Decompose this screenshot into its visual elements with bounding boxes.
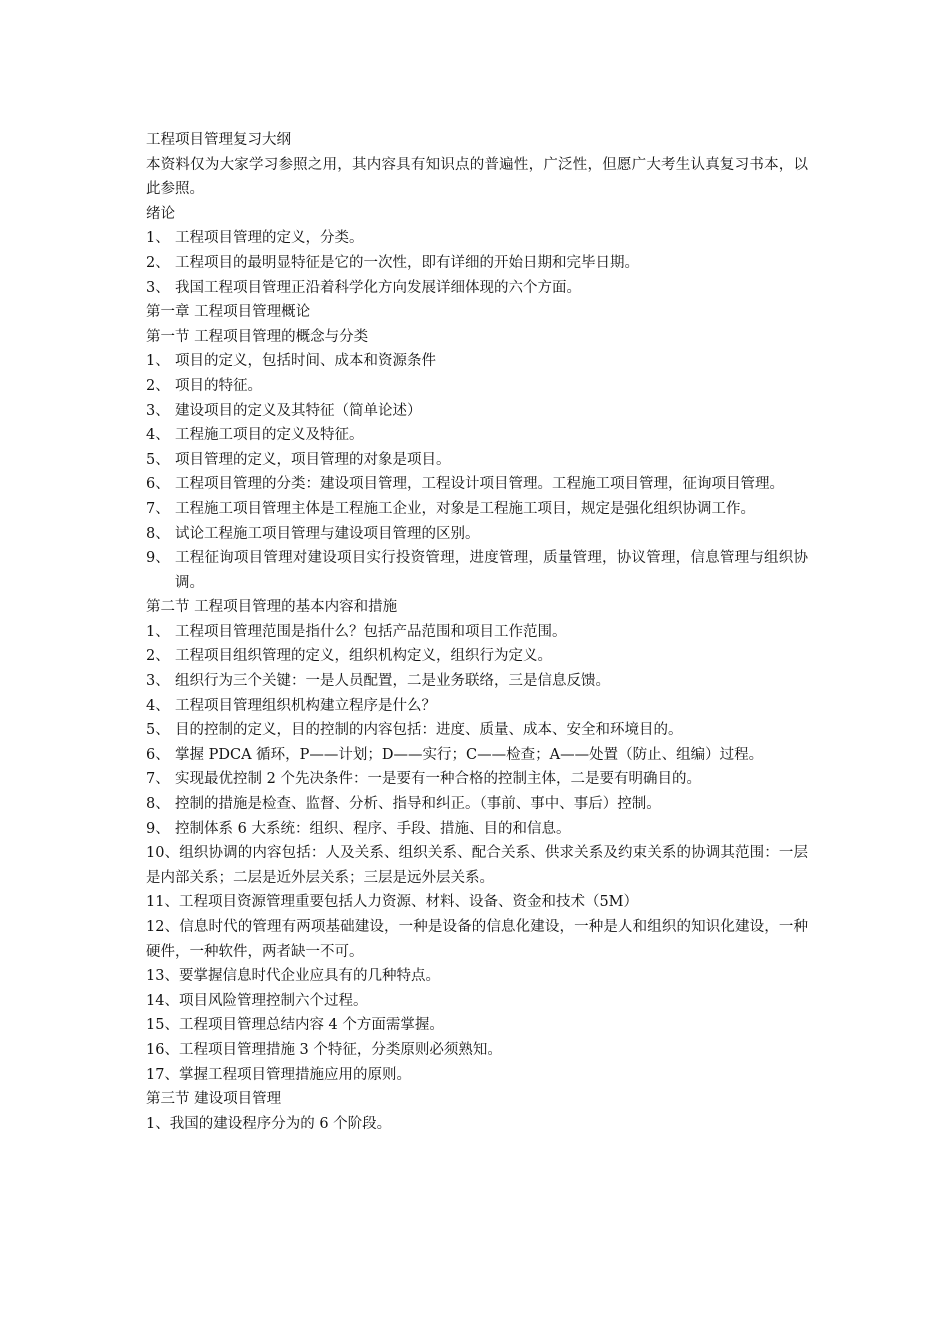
list-item (146, 399, 808, 424)
item-text: 掌握 PDCA 循环，P——计划；D——实行；C——检查；A——处置（防止、组编）过程。 (175, 746, 764, 763)
list-paragraph: 17、掌握工程项目管理措施应用的原则。 (146, 1066, 411, 1083)
item-text: 工程项目管理的分类：建设项目管理，工程设计项目管理。工程施工项目管理，征询项目管理。 (175, 476, 784, 493)
list-item (146, 669, 808, 694)
item-number: 2、 (146, 377, 170, 394)
item-number: 7、 (146, 771, 170, 788)
item-text: 试论工程施工项目管理与建设项目管理的区别。 (175, 525, 480, 542)
item-number: 6、 (146, 746, 170, 763)
item-number: 1、 (146, 353, 170, 370)
document-page (146, 128, 808, 1136)
list-item (146, 817, 808, 842)
item-number: 3、 (146, 279, 170, 296)
item-number: 3、 (146, 673, 170, 690)
item-text: 项目的特征。 (175, 377, 262, 394)
list-item (146, 620, 808, 645)
item-number: 2、 (146, 254, 170, 271)
list-item (146, 522, 808, 547)
list-item (146, 546, 808, 595)
list-item (146, 251, 808, 276)
list-item (146, 472, 808, 497)
item-number: 4、 (146, 697, 170, 714)
list-item (146, 497, 808, 522)
item-text: 工程项目管理范围是指什么？包括产品范围和项目工作范围。 (175, 623, 567, 640)
list-paragraph: 12、信息时代的管理有两项基础建设，一种是设备的信息化建设，一种是人和组织的知识化建设，一种硬件，一种软件，两者缺一不可。 (146, 919, 808, 960)
list-item (146, 694, 808, 719)
item-text: 目的控制的定义，目的控制的内容包括：进度、质量、成本、安全和环境目的。 (175, 722, 683, 739)
item-number: 8、 (146, 796, 170, 813)
list-paragraph: 15、工程项目管理总结内容 4 个方面需掌握。 (146, 1017, 444, 1034)
item-text: 工程项目管理组织机构建立程序是什么？ (175, 697, 436, 714)
list-item (146, 448, 808, 473)
item-number: 3、 (146, 402, 170, 419)
list-item (146, 226, 808, 251)
item-text: 实现最优控制 2 个先决条件：一是要有一种合格的控制主体，二是要有明确目的。 (175, 771, 701, 788)
list-item (146, 718, 808, 743)
item-number: 1、 (146, 623, 170, 640)
list-item (146, 276, 808, 301)
section-heading: 第三节 建设项目管理 (146, 1091, 282, 1108)
item-number: 6、 (146, 476, 170, 493)
item-number: 1、 (146, 230, 170, 247)
item-number: 4、 (146, 427, 170, 444)
section-heading: 第一节 工程项目管理的概念与分类 (146, 328, 369, 345)
list-item (146, 423, 808, 448)
item-text: 项目管理的定义，项目管理的对象是项目。 (175, 451, 451, 468)
item-text: 工程项目组织管理的定义，组织机构定义，组织行为定义。 (175, 648, 552, 665)
item-number: 5、 (146, 722, 170, 739)
item-text: 工程征询项目管理对建设项目实行投资管理，进度管理，质量管理，协议管理，信息管理与组织协调。 (175, 550, 808, 591)
list-item (146, 644, 808, 669)
item-text: 项目的定义，包括时间、成本和资源条件 (175, 353, 436, 370)
item-text: 工程施工项目的定义及特征。 (175, 427, 364, 444)
item-text: 我国工程项目管理正沿着科学化方向发展详细体现的六个方面。 (175, 279, 581, 296)
list-item (146, 767, 808, 792)
item-number: 8、 (146, 525, 170, 542)
list-item (146, 349, 808, 374)
list-paragraph: 14、项目风险管理控制六个过程。 (146, 992, 368, 1009)
item-number: 9、 (146, 820, 170, 837)
item-text: 控制体系 6 大系统：组织、程序、手段、措施、目的和信息。 (175, 820, 571, 837)
intro-paragraph: 本资料仅为大家学习参照之用，其内容具有知识点的普遍性，广泛性，但愿广大考生认真复习书本，以此参照。 (146, 156, 808, 198)
introduction-heading: 绪论 (146, 205, 175, 222)
item-number: 7、 (146, 500, 170, 517)
document-title: 工程项目管理复习大纲 (146, 132, 291, 148)
item-text: 工程施工项目管理主体是工程施工企业，对象是工程施工项目，规定是强化组织协调工作。 (175, 500, 755, 517)
list-paragraph: 11、工程项目资源管理重要包括人力资源、材料、设备、资金和技术（5M） (146, 894, 639, 911)
list-item (146, 374, 808, 399)
item-number: 2、 (146, 648, 170, 665)
item-text: 工程项目的最明显特征是它的一次性，即有详细的开始日期和完毕日期。 (175, 254, 639, 271)
list-paragraph: 1、我国的建设程序分为的 6 个阶段。 (146, 1115, 392, 1132)
list-item (146, 792, 808, 817)
list-paragraph: 13、要掌握信息时代企业应具有的几种特点。 (146, 968, 440, 985)
item-number: 9、 (146, 550, 170, 567)
list-paragraph: 16、工程项目管理措施 3 个特征，分类原则必须熟知。 (146, 1041, 502, 1058)
list-item (146, 743, 808, 768)
chapter-heading: 第一章 工程项目管理概论 (146, 304, 311, 321)
item-text: 工程项目管理的定义，分类。 (175, 230, 364, 247)
section-heading: 第二节 工程项目管理的基本内容和措施 (146, 599, 398, 616)
item-text: 组织行为三个关键：一是人员配置，二是业务联络，三是信息反馈。 (175, 673, 610, 690)
item-text: 建设项目的定义及其特征（简单论述） (175, 402, 422, 419)
list-paragraph: 10、组织协调的内容包括：人及关系、组织关系、配合关系、供求关系及约束关系的协调其范围：一层是内部关系；二层是近外层关系；三层是远外层关系。 (146, 845, 808, 886)
item-text: 控制的措施是检查、监督、分析、指导和纠正。（事前、事中、事后）控制。 (175, 796, 661, 813)
item-number: 5、 (146, 451, 170, 468)
